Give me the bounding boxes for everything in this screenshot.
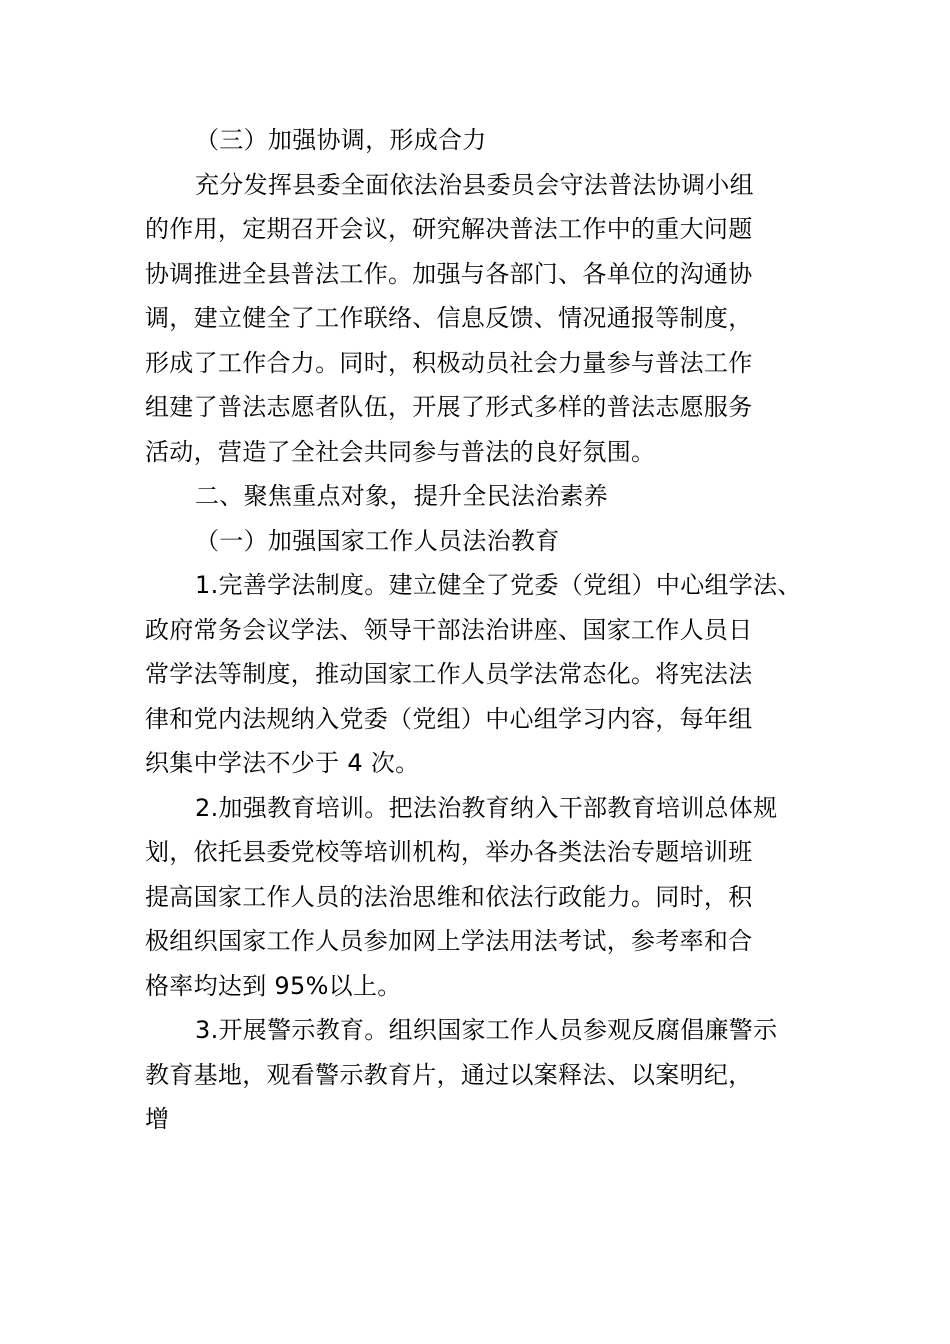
paragraph-line: 常学法等制度，推动国家工作人员学法常态化。将宪法法 <box>145 660 753 688</box>
paragraph-line: 教育基地，观看警示教育片，通过以案释法、以案明纪， <box>145 1060 753 1089</box>
paragraph-line: 提高国家工作人员的法治思维和依法行政能力。同时，积 <box>145 882 753 911</box>
chapter-heading: 二、聚焦重点对象，提升全民法治素养 <box>195 482 609 510</box>
paragraph-line: 增 <box>145 1105 170 1133</box>
section-heading: （一）加强国家工作人员法治教育 <box>195 526 560 555</box>
paragraph-line: 的作用，定期召开会议，研究解决普法工作中的重大问题 <box>145 215 753 243</box>
paragraph-line: 1.完善学法制度。建立健全了党委（党组）中心组学法、 <box>195 571 802 599</box>
paragraph-line: 活动，营造了全社会共同参与普法的良好氛围。 <box>145 437 656 466</box>
document-body <box>145 118 845 1142</box>
section-heading: （三）加强协调，形成合力 <box>195 126 487 154</box>
paragraph-line: 织集中学法不少于 4 次。 <box>145 749 420 777</box>
paragraph-line: 格率均达到 95%以上。 <box>145 971 402 1000</box>
paragraph-line: 形成了工作合力。同时，积极动员社会力量参与普法工作 <box>145 348 753 377</box>
paragraph-line: 律和党内法规纳入党委（党组）中心组学习内容，每年组 <box>145 704 753 733</box>
paragraph-line: 政府常务会议学法、领导干部法治讲座、国家工作人员日 <box>145 615 753 644</box>
paragraph-line: 极组织国家工作人员参加网上学法用法考试，参考率和合 <box>145 927 753 955</box>
paragraph-line: 组建了普法志愿者队伍，开展了形式多样的普法志愿服务 <box>145 393 753 421</box>
paragraph-line: 划，依托县委党校等培训机构，举办各类法治专题培训班 <box>145 838 753 866</box>
paragraph-line: 3.开展警示教育。组织国家工作人员参观反腐倡廉警示 <box>195 1016 778 1044</box>
paragraph-line: 协调推进全县普法工作。加强与各部门、各单位的沟通协 <box>145 259 753 288</box>
paragraph-line: 调，建立健全了工作联络、信息反馈、情况通报等制度， <box>145 304 753 332</box>
paragraph-line: 2.加强教育培训。把法治教育纳入干部教育培训总体规 <box>195 793 778 822</box>
paragraph-line: 充分发挥县委全面依法治县委员会守法普法协调小组 <box>195 170 754 199</box>
